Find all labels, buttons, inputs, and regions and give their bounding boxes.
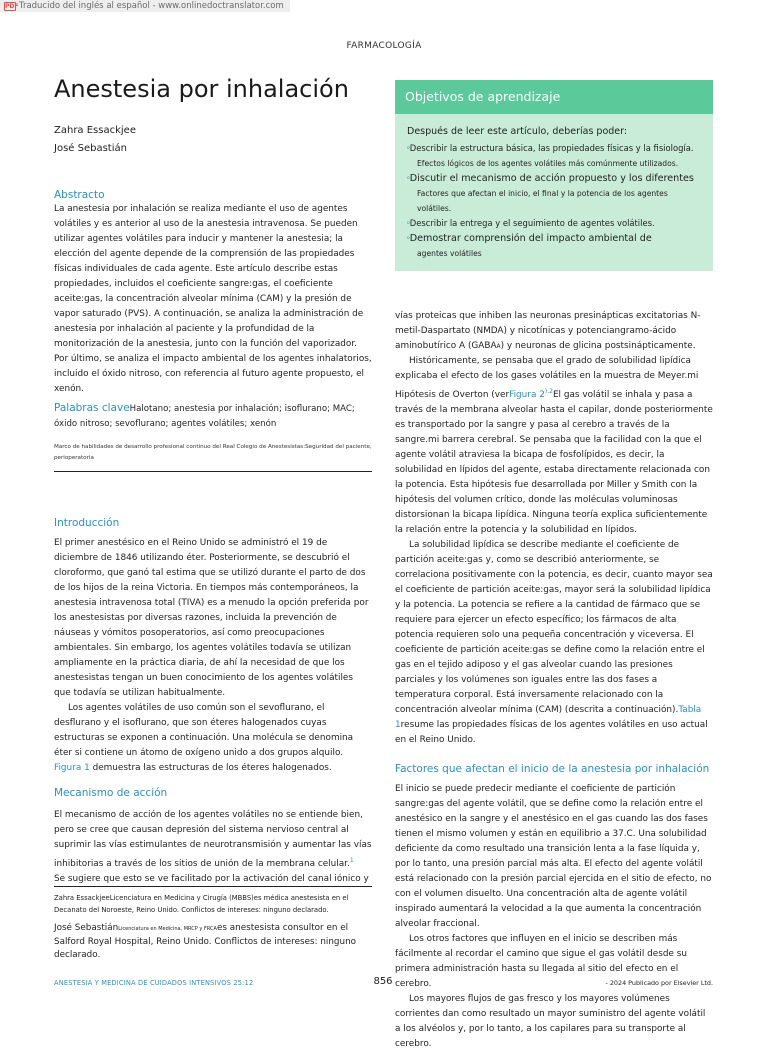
journal-name: ANESTESIA Y MEDICINA DE CUIDADOS INTENSIVOS 25:12	[54, 979, 254, 987]
objective-text: Discutir el mecanismo de acción propuesto y los diferentes	[409, 173, 694, 184]
figure-1-link[interactable]: Figura 1	[54, 763, 90, 773]
objective-item	[407, 231, 703, 261]
body-paragraph-text: Históricamente, se pensaba que el grado de solubilidad lipídica explicaba el efecto de los gases volátiles en la muestra de Meyer.mi Hipótesis de Overton (ver	[395, 356, 699, 400]
body-paragraph	[395, 309, 713, 354]
author-footnote	[54, 892, 372, 916]
footnote-text: es anestesista consultor en el Salford Royal Hospital, Reino Unido. Conflictos de intereses: ninguno declarado.	[54, 923, 357, 960]
body-paragraph: El inicio se puede predecir mediante el coeficiente de partición sangre:gas del agente volátil, que se define como la relación entre el anestésico en la sangre y el anestésico en el gas cuando las dos fases tienen el mismo volumen y están en equilibrio a 37.C. Una solubilidad deficiente da como resultado una transición lenta a la fase líquida y, por lo tanto, una presión parcial más alta. El efecto del agente volátil está relacionado con la presión parcial ejercida en el sitio de efecto, no con el volumen disuelto. Una concentración alta de agente volátil inspirado aumentará la velocidad a la que aumenta la concentración alveolar fraccional.	[395, 783, 712, 929]
keywords-label: Palabras clave	[54, 402, 130, 414]
objectives-intro: Después de leer este artículo, deberías poder:	[407, 126, 628, 137]
intro-heading: Introducción	[54, 517, 120, 529]
page-number: 856	[373, 976, 393, 987]
objective-number: o	[407, 176, 410, 181]
left-column	[54, 74, 372, 887]
body-paragraph-text: La solubilidad lipídica se describe mediante el coeficiente de partición aceite:gas y, como se describió anteriormente, se correlaciona positivamente con la potencia, es decir, cuanto mayor sea el coeficiente de partición aceite:gas, mayor será la solubilidad lipídica y la potencia. La potencia se refiere a la cantidad de fármaco que se requiere para ejercer un efecto específico; los fármacos de alta potencia requieren solo una pequeña concentración y viceversa. El coeficiente de partición aceite:gas se define como la relación entre el gas en el tejido adiposo y el gas alveolar cuando las presiones parciales y los volúmenes son iguales entre las dos fases a temperatura corporal. Está inversamente relacionado con la concentración alveolar mínima (CAM) (descrita a continuación).	[395, 539, 713, 715]
mechanism-paragraph-text: El mecanismo de acción de los agentes volátiles no se entiende bien, pero se cree que causan depresión del sistema nervioso central al suprimir las vías estimulantes de neurotransmisión y aumentar las vías inhibitorias a través de los sitios de unión de la membrana celular.	[54, 810, 372, 869]
objective-text: Describir la estructura básica, las propiedades físicas y la fisiología.	[409, 143, 694, 153]
abstract-heading: Abstracto	[54, 189, 105, 201]
author-list	[54, 122, 372, 158]
intro-paragraph-end: demuestra las estructuras de los éteres halogenados.	[89, 763, 332, 773]
right-body-text	[395, 309, 713, 1052]
translator-banner-text: Traducido del inglés al español - www.onlinedoctranslator.com	[19, 1, 284, 11]
translator-banner[interactable]	[0, 0, 290, 12]
author-footnote	[54, 922, 372, 962]
reference-1-link[interactable]: 1	[349, 857, 354, 864]
objective-number: o	[407, 221, 410, 226]
author-footnotes	[54, 886, 372, 962]
intro-paragraph	[54, 701, 372, 776]
right-column	[395, 80, 713, 1052]
body-paragraph: Los otros factores que influyen en el inicio se describen más fácilmente al recordar el camino que sigue el gas volátil desde su primera administración hasta su llegada al sitio del efecto en el cerebro.	[395, 933, 688, 989]
pdf-icon: PDF	[5, 2, 19, 10]
objective-text-continued: agentes volátiles	[417, 249, 482, 258]
body-paragraph-text: El gas volátil se inhala y pasa a través de la membrana alveolar hasta el capilar, donde posteriormente es transportado por la sangre y pasa al cerebro a través de la sangre.mi barrera cerebral. Se pensaba que la facilidad con la que el agente volátil atraviesa la bicapa de fosfolípidos, es decir, la solubilidad en lípidos del agente, estaba directamente relacionada con la potencia. Esta hipótesis fue desarrollada por Miller y Smith con la hipótesis del volumen crítico, donde las moléculas voluminosas distorsionan la bicapa lipídica. Ninguna teoría explica suficientemente la relación entre la potencia y la solubilidad en lípidos.	[395, 389, 713, 535]
author-name: José Sebastián	[54, 143, 127, 154]
footnote-author-name: Zahra Essackjee	[54, 894, 110, 902]
body-paragraph	[395, 354, 713, 538]
objectives-heading: Objetivos de aprendizaje	[395, 80, 713, 114]
author-name: Zahra Essackjee	[54, 125, 136, 136]
objective-item	[407, 216, 703, 231]
page-footer	[54, 976, 713, 992]
reference-2-link[interactable]: ).2	[544, 388, 553, 395]
footnote-degrees: Licenciatura en Medicina, MRCP y FRCA	[118, 926, 217, 932]
learning-objectives-box	[395, 80, 713, 271]
footnote-text: Licenciatura en Medicina y Cirugía (MBBS)es médica anestesista en el Decanato del Noroeste, Reino Unido. Conflictos de intereses: ninguno declarado.	[54, 894, 349, 914]
body-paragraph-text: vías proteicas que inhiben las neuronas presinápticas excitatorias N-metil-Daspartato (NMDA) y nicotínicas y potenciangramo-ácido aminobutírico A (GABA	[395, 311, 701, 351]
mechanism-paragraph	[54, 808, 372, 872]
figure-2-link[interactable]: Figura 2	[509, 389, 545, 400]
section-label: FARMACOLOGÍA	[346, 41, 422, 51]
body-paragraph: Los mayores flujos de gas fresco y los mayores volúmenes corrientes dan como resultado un mayor suministro del agente volátil a los alvéolos y, por lo tanto, a los capilares para su transporte al cerebro.	[395, 993, 706, 1049]
body-paragraph-end: ) y neuronas de glicina postsinápticamente.	[500, 341, 696, 351]
copyright-notice: - 2024 Publicado por Elsevier Ltd.	[605, 979, 713, 987]
body-paragraph-text: resume las propiedades físicas de los agentes volátiles en uso actual en el Reino Unido.	[395, 719, 708, 745]
intro-paragraph-text: Los agentes volátiles de uso común son el sevoflurano, el desflurano y el isoflurano, que son éteres halogenados cuyas estructuras se exponen a continuación. Una molécula se denomina éter si contiene un átomo de oxígeno unido a dos grupos alquilo.	[54, 703, 354, 758]
objective-item	[407, 171, 703, 216]
objective-text: Demostrar comprensión del impacto ambiental de	[409, 233, 652, 244]
objective-text-continued: Factores que afectan el inicio, el final y la potencia de los agentes volátiles.	[417, 189, 668, 213]
abstract-text: La anestesia por inhalación se realiza mediante el uso de agentes volátiles y es anterior al uso de la anestesia intravenosa. Se pueden utilizar agentes volátiles para inducir y mantener la anestesia; la elección del agente depende de la comprensión de las propiedades físicas individuales de cada agente. Este artículo describe estas propiedades, incluidos el coeficiente sangre:gas, el coeficiente aceite:gas, la concentración alveolar mínima (CAM) y la presión de vapor saturado (PVS). A continuación, se analiza la administración de anestesia por inhalación al paciente y la profundidad de la monitorización de la anestesia, junto con la función del vaporizador. Por último, se analiza el impacto ambiental de los agentes inhalatorios, incluido el óxido nitroso, con referencia al futuro agente propuesto, el xenón.	[54, 204, 372, 394]
mechanism-heading: Mecanismo de acción	[54, 787, 168, 799]
intro-paragraph: El primer anestésico en el Reino Unido se administró el 19 de diciembre de 1846 utilizando éter. Posteriormente, se descubrió el cloroformo, que ganó tal estima que se utilizó durante el parto de dos de los hijos de la reina Victoria. En tiempos más contemporáneos, la anestesia intravenosa total (TIVA) es a menudo la opción preferida por los anestesistas por diversas razones, incluida la prevención de náuseas y vómitos posoperatorios, así como preocupaciones ambientales. Sin embargo, los agentes volátiles todavía se utilizan ampliamente en la práctica diaria, de ahí la necesidad de que los anestesistas tengan un buen conocimiento de los agentes volátiles que todavía se utilizan habitualmente.	[54, 538, 369, 698]
gaba-subscript: A	[496, 343, 501, 350]
objective-text-continued: Efectos lógicos de los agentes volátiles más comúnmente utilizados.	[417, 159, 679, 168]
table-1-link[interactable]: Tabla 1	[395, 704, 702, 730]
mechanism-paragraph: Se sugiere que esto se ve facilitado por la activación del canal iónico y	[54, 873, 369, 884]
keywords	[54, 401, 372, 432]
onset-factors-heading: Factores que afectan el inicio de la anestesia por inhalación	[395, 762, 710, 775]
article-title: Anestesia por inhalación	[54, 75, 349, 103]
objective-number: o	[407, 236, 410, 241]
objective-text: Describir la entrega y el seguimiento de agentes volátiles.	[409, 218, 655, 228]
objective-number: o	[407, 146, 410, 151]
objective-item	[407, 141, 703, 171]
keywords-text: Halotano; anestesia por inhalación; isoflurano; MAC; óxido nitroso; sevoflurano; agentes volátiles; xenón	[54, 404, 355, 429]
footnote-author-name: José Sebastián	[54, 923, 119, 933]
objectives-body	[395, 114, 713, 271]
cpd-note: Marco de habilidades de desarrollo profesional continuo del Real Colegio de Anestesistas:Seguridad del paciente, perioperatoria	[54, 442, 372, 472]
body-paragraph	[395, 538, 713, 748]
